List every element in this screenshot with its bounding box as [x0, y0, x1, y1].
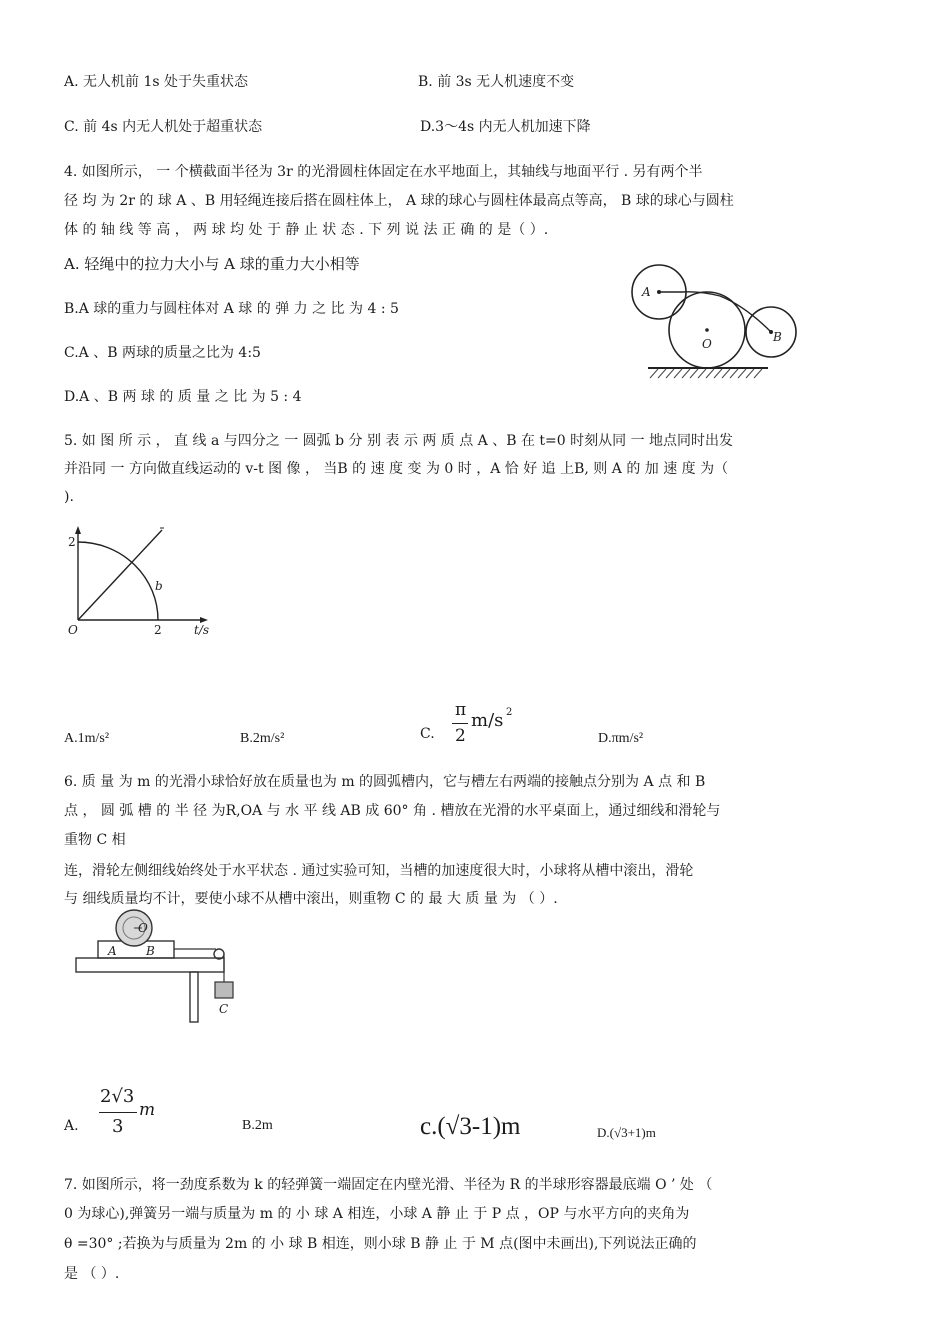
q4-stem-line-3: 体 的 轴 线 等 高 ， 两 球 均 处 于 静 止 状 态 . 下 列 说 法 正 确 的 是（ ）. — [64, 222, 549, 238]
q4-figure — [620, 258, 810, 383]
q5-option-c-sup: 2 — [506, 707, 513, 718]
q6-option-c: c.(√3-1)m — [420, 1113, 521, 1140]
q7-stem-line-3: θ =30° ;若换为与质量为 2m 的 小 球 B 相连，则小球 B 静 止 于 M 点(图中未画出),下列说法正确的 — [64, 1236, 697, 1252]
q4-stem-line-2: 径 均 为 2r 的 球 A 、B 用轻绳连接后搭在圆柱体上， A 球的球心与圆柱体最高点等高， B 球的球心与圆柱 — [64, 193, 734, 209]
q5-option-a: A.1m/s² — [64, 731, 110, 746]
q5-x-unit: t/s — [194, 623, 210, 637]
q5-stem-line-3: ). — [64, 489, 74, 505]
q6-stem-line-4: 连，滑轮左侧细线始终处于水平状态 . 通过实验可知，当槽的加速度很大时，小球将从槽中滚出，滑轮 — [64, 863, 694, 879]
q6-label-o: O — [138, 921, 148, 935]
q5-option-c-num: π — [455, 700, 467, 720]
q4-option-d: D.A 、B 两 球 的 质 量 之 比 为 5 : 4 — [64, 389, 302, 405]
q6-stem-line-5: 与 细线质量均不计，要使小球不从槽中滚出，则重物 C 的 最 大 质 量 为 （ ）. — [64, 891, 558, 907]
q5-curve-label: b — [155, 579, 163, 593]
q4-label-a: A — [642, 285, 651, 299]
q7-stem-line-2: 0 为球心),弹簧另一端与质量为 m 的 小 球 A 相连，小球 A 静 止 于 P 点 ，OP 与水平方向的夹角为 — [64, 1206, 690, 1222]
q6-table-top — [76, 958, 224, 972]
q6-option-d: D.(√3+1)m — [597, 1125, 656, 1140]
q6-option-a-den: 3 — [112, 1116, 124, 1137]
q4-option-c: C.A 、B 两球的质量之比为 4:5 — [64, 345, 261, 361]
q6-stem-line-2: 点 ， 圆 弧 槽 的 半 径 为R,OA 与 水 平 线 AB 成 60° 角 . 槽放在光滑的水平桌面上，通过细线和滑轮与 — [64, 803, 721, 819]
q4-label-b: B — [773, 330, 782, 344]
q5-stem-line-1: 5. 如 图 所 示 ， 直 线 a 与四分之 一 圆弧 b 分 别 表 示 两 质 点 A 、B 在 t=0 时刻从同 一 地点同时出发 — [64, 433, 734, 449]
q3-option-a: A. 无人机前 1s 处于失重状态 — [64, 74, 249, 90]
q6-option-b: B.2m — [242, 1118, 273, 1133]
q5-vt-graph — [64, 522, 234, 642]
q6-label-a: A — [108, 944, 117, 958]
q6-weight-c — [215, 982, 233, 998]
q6-option-a-var: m — [139, 1100, 156, 1120]
q5-origin: O — [68, 623, 78, 637]
q6-label-b: B — [146, 944, 155, 958]
q4-stem-line-1: 4. 如图所示， 一 个横截面半径为 3r 的光滑圆柱体固定在水平地面上，其轴线与地面平行 . 另有两个半 — [64, 164, 703, 180]
q6-table-leg — [190, 972, 198, 1022]
q5-y-tick: 2 — [68, 535, 76, 549]
q5-option-d: D.πm/s² — [598, 731, 644, 746]
q5-x-tick: 2 — [154, 623, 162, 637]
q4-option-a: A. 轻绳中的拉力大小与 A 球的重力大小相等 — [64, 255, 360, 273]
q6-label-c: C — [219, 1002, 229, 1016]
q5-option-c-fraction-bar — [452, 723, 468, 724]
q4-option-b: B.A 球的重力与圆柱体对 A 球 的 弹 力 之 比 为 4 : 5 — [64, 301, 399, 317]
q6-option-a-fraction-bar — [99, 1112, 137, 1113]
q5-stem-line-2: 并沿同 一 方向做直线运动的 v-t 图 像 ， 当B 的 速 度 变 为 0 时 ，A 恰 好 追 上B, 则 A 的 加 速 度 为（ — [64, 461, 729, 477]
q3-option-c: C. 前 4s 内无人机处于超重状态 — [64, 119, 263, 135]
q5-option-c-unit: m/s — [471, 710, 504, 731]
q7-stem-line-4: 是 （ ）. — [64, 1266, 120, 1282]
q6-option-a-prefix: A. — [64, 1118, 79, 1134]
q4-label-o: O — [702, 337, 712, 351]
q6-stem-line-3: 重物 C 相 — [64, 832, 126, 848]
q5-arc-b — [78, 542, 158, 620]
q7-stem-line-1: 7. 如图所示，将一劲度系数为 k 的轻弹簧一端固定在内壁光滑、半径为 R 的半球形容器最底端 O ’ 处 （ — [64, 1177, 713, 1193]
q3-option-d: D.3～4s 内无人机加速下降 — [420, 119, 591, 135]
q3-option-b: B. 前 3s 无人机速度不变 — [418, 74, 575, 90]
q5-option-b: B.2m/s² — [240, 731, 285, 746]
q5-option-c-den: 2 — [455, 726, 466, 746]
q6-option-a-num: 2√3 — [100, 1086, 135, 1107]
q6-stem-line-1: 6. 质 量 为 m 的光滑小球恰好放在质量也为 m 的圆弧槽内，它与槽左右两端的接触点分别为 A 点 和 B — [64, 774, 706, 790]
q6-figure — [74, 908, 244, 1026]
q5-option-c-prefix: C. — [420, 726, 435, 742]
